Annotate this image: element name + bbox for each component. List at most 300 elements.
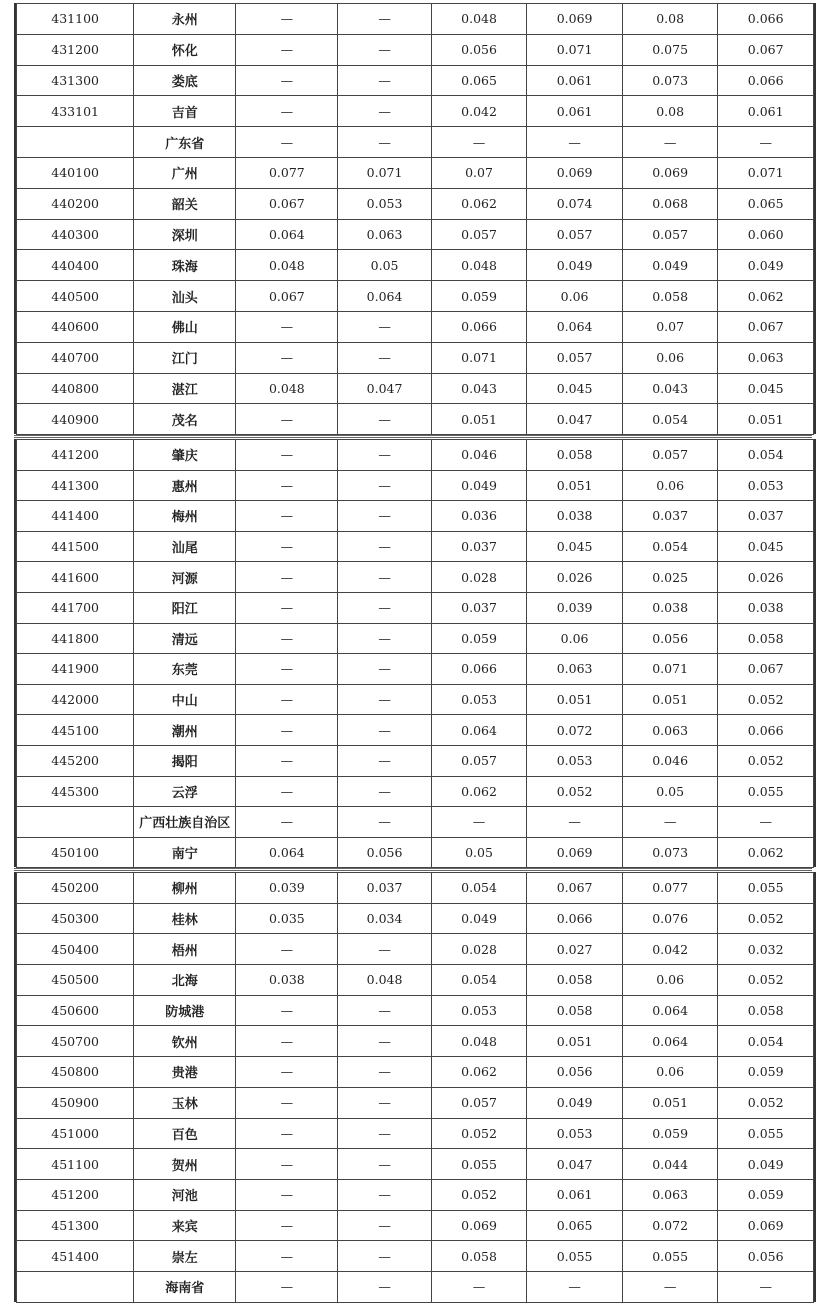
value-cell-6: 0.071 — [718, 157, 814, 188]
value-cell-3: 0.052 — [431, 1179, 527, 1210]
region-code-cell: 431100 — [17, 4, 134, 35]
region-name-cell: 汕头 — [134, 281, 236, 312]
table-row — [17, 470, 814, 501]
region-code-cell: 440200 — [17, 188, 134, 219]
value-cell-3: 0.059 — [431, 281, 527, 312]
table-row — [17, 776, 814, 807]
table-row — [17, 157, 814, 188]
value-cell-5: 0.06 — [622, 342, 718, 373]
value-cell-3: 0.037 — [431, 531, 527, 562]
value-cell-1: — — [236, 592, 338, 623]
value-cell-3: 0.046 — [431, 440, 527, 471]
region-code-cell: 433101 — [17, 96, 134, 127]
region-name-cell: 贵港 — [134, 1057, 236, 1088]
value-cell-2: 0.064 — [338, 281, 431, 312]
value-cell-3: 0.05 — [431, 837, 527, 868]
value-cell-3: 0.064 — [431, 715, 527, 746]
value-cell-4: 0.061 — [527, 1179, 623, 1210]
value-cell-2: — — [338, 65, 431, 96]
value-cell-3: 0.053 — [431, 995, 527, 1026]
value-cell-3: 0.065 — [431, 65, 527, 96]
value-cell-6: 0.051 — [718, 404, 814, 435]
value-cell-2: — — [338, 776, 431, 807]
value-cell-3: 0.062 — [431, 776, 527, 807]
value-cell-6: 0.049 — [718, 1149, 814, 1180]
table-row — [17, 250, 814, 281]
value-cell-3: 0.07 — [431, 157, 527, 188]
value-cell-3: 0.036 — [431, 501, 527, 532]
value-cell-3: 0.066 — [431, 654, 527, 685]
value-cell-4: 0.069 — [527, 4, 623, 35]
value-cell-5: 0.051 — [622, 1087, 718, 1118]
value-cell-5: 0.064 — [622, 995, 718, 1026]
value-cell-2: — — [338, 1271, 431, 1302]
value-cell-1: — — [236, 96, 338, 127]
table-row — [17, 745, 814, 776]
data-table — [16, 439, 814, 868]
table-row — [17, 837, 814, 868]
region-code-cell: 450300 — [17, 903, 134, 934]
region-code-cell: 450100 — [17, 837, 134, 868]
region-name-cell: 来宾 — [134, 1210, 236, 1241]
value-cell-6: 0.037 — [718, 501, 814, 532]
value-cell-5: 0.063 — [622, 715, 718, 746]
region-code-cell: 431200 — [17, 34, 134, 65]
value-cell-3: 0.054 — [431, 873, 527, 904]
region-name-cell: 贺州 — [134, 1149, 236, 1180]
table-row — [17, 1271, 814, 1302]
value-cell-6: 0.067 — [718, 34, 814, 65]
table-row — [17, 903, 814, 934]
value-cell-2: — — [338, 404, 431, 435]
region-name-cell: 河池 — [134, 1179, 236, 1210]
table-row — [17, 1057, 814, 1088]
value-cell-4: 0.06 — [527, 281, 623, 312]
value-cell-6: 0.061 — [718, 96, 814, 127]
value-cell-1: — — [236, 342, 338, 373]
value-cell-1: — — [236, 127, 338, 158]
table-row — [17, 562, 814, 593]
value-cell-4: — — [527, 127, 623, 158]
value-cell-2: — — [338, 342, 431, 373]
region-code-cell: 441700 — [17, 592, 134, 623]
value-cell-4: 0.052 — [527, 776, 623, 807]
region-name-cell: 崇左 — [134, 1241, 236, 1272]
value-cell-1: — — [236, 1179, 338, 1210]
value-cell-2: — — [338, 745, 431, 776]
region-name-cell: 湛江 — [134, 373, 236, 404]
value-cell-3: 0.053 — [431, 684, 527, 715]
value-cell-1: — — [236, 531, 338, 562]
value-cell-6: 0.045 — [718, 531, 814, 562]
table-row — [17, 531, 814, 562]
value-cell-4: 0.045 — [527, 531, 623, 562]
value-cell-1: 0.038 — [236, 965, 338, 996]
value-cell-1: — — [236, 1241, 338, 1272]
value-cell-6: 0.066 — [718, 715, 814, 746]
value-cell-3: 0.037 — [431, 592, 527, 623]
table-row — [17, 501, 814, 532]
region-name-cell: 钦州 — [134, 1026, 236, 1057]
region-name-cell: 永州 — [134, 4, 236, 35]
value-cell-2: — — [338, 807, 431, 838]
region-name-cell: 防城港 — [134, 995, 236, 1026]
region-code-cell: 440300 — [17, 219, 134, 250]
table-row — [17, 654, 814, 685]
region-name-cell: 桂林 — [134, 903, 236, 934]
value-cell-4: 0.063 — [527, 654, 623, 685]
table-row — [17, 373, 814, 404]
table-row — [17, 127, 814, 158]
value-cell-5: 0.076 — [622, 903, 718, 934]
value-cell-5: 0.08 — [622, 4, 718, 35]
value-cell-1: — — [236, 995, 338, 1026]
value-cell-6: 0.059 — [718, 1057, 814, 1088]
value-cell-5: — — [622, 807, 718, 838]
value-cell-1: — — [236, 1271, 338, 1302]
value-cell-4: 0.027 — [527, 934, 623, 965]
table-row — [17, 404, 814, 435]
value-cell-3: 0.048 — [431, 4, 527, 35]
value-cell-5: 0.072 — [622, 1210, 718, 1241]
value-cell-3: 0.042 — [431, 96, 527, 127]
table-row — [17, 684, 814, 715]
region-name-cell: 佛山 — [134, 311, 236, 342]
value-cell-4: 0.057 — [527, 219, 623, 250]
value-cell-6: 0.054 — [718, 1026, 814, 1057]
value-cell-1: — — [236, 776, 338, 807]
section-divider — [14, 868, 812, 871]
value-cell-6: — — [718, 1271, 814, 1302]
value-cell-4: 0.051 — [527, 470, 623, 501]
value-cell-4: 0.049 — [527, 250, 623, 281]
region-code-cell: 440100 — [17, 157, 134, 188]
region-name-cell: 惠州 — [134, 470, 236, 501]
value-cell-1: 0.035 — [236, 903, 338, 934]
value-cell-2: — — [338, 34, 431, 65]
value-cell-2: 0.034 — [338, 903, 431, 934]
value-cell-1: — — [236, 311, 338, 342]
region-code-cell: 440800 — [17, 373, 134, 404]
region-name-cell: 阳江 — [134, 592, 236, 623]
value-cell-5: 0.043 — [622, 373, 718, 404]
value-cell-2: 0.05 — [338, 250, 431, 281]
region-code-cell: 440500 — [17, 281, 134, 312]
value-cell-6: 0.065 — [718, 188, 814, 219]
value-cell-5: 0.077 — [622, 873, 718, 904]
value-cell-4: 0.051 — [527, 1026, 623, 1057]
value-cell-3: — — [431, 1271, 527, 1302]
region-code-cell: 445100 — [17, 715, 134, 746]
value-cell-1: 0.067 — [236, 281, 338, 312]
value-cell-2: — — [338, 1087, 431, 1118]
value-cell-4: 0.045 — [527, 373, 623, 404]
region-name-cell: 南宁 — [134, 837, 236, 868]
value-cell-1: 0.067 — [236, 188, 338, 219]
value-cell-2: — — [338, 127, 431, 158]
value-cell-4: 0.049 — [527, 1087, 623, 1118]
value-cell-5: 0.071 — [622, 654, 718, 685]
table-row — [17, 440, 814, 471]
value-cell-6: 0.062 — [718, 281, 814, 312]
value-cell-5: 0.044 — [622, 1149, 718, 1180]
value-cell-1: — — [236, 4, 338, 35]
region-name-cell: 梧州 — [134, 934, 236, 965]
value-cell-1: — — [236, 470, 338, 501]
value-cell-4: 0.074 — [527, 188, 623, 219]
region-name-cell: 清远 — [134, 623, 236, 654]
value-cell-6: — — [718, 127, 814, 158]
data-table — [16, 872, 814, 1303]
region-name-cell: 百色 — [134, 1118, 236, 1149]
value-cell-6: 0.055 — [718, 776, 814, 807]
value-cell-5: — — [622, 1271, 718, 1302]
value-cell-5: 0.025 — [622, 562, 718, 593]
value-cell-1: 0.039 — [236, 873, 338, 904]
value-cell-6: 0.053 — [718, 470, 814, 501]
value-cell-3: 0.054 — [431, 965, 527, 996]
region-name-cell: 河源 — [134, 562, 236, 593]
value-cell-5: 0.073 — [622, 65, 718, 96]
value-cell-5: 0.059 — [622, 1118, 718, 1149]
value-cell-5: 0.064 — [622, 1026, 718, 1057]
value-cell-2: 0.063 — [338, 219, 431, 250]
table-row — [17, 1026, 814, 1057]
value-cell-1: — — [236, 623, 338, 654]
region-code-cell: 450900 — [17, 1087, 134, 1118]
value-cell-1: — — [236, 1057, 338, 1088]
region-code-cell: 441600 — [17, 562, 134, 593]
value-cell-6: 0.049 — [718, 250, 814, 281]
value-cell-6: 0.052 — [718, 965, 814, 996]
value-cell-2: — — [338, 1179, 431, 1210]
value-cell-2: — — [338, 995, 431, 1026]
table-row — [17, 219, 814, 250]
value-cell-4: 0.053 — [527, 1118, 623, 1149]
value-cell-5: 0.051 — [622, 684, 718, 715]
value-cell-2: 0.056 — [338, 837, 431, 868]
region-code-cell: 451200 — [17, 1179, 134, 1210]
region-code-cell: 442000 — [17, 684, 134, 715]
value-cell-1: 0.064 — [236, 219, 338, 250]
table-row — [17, 807, 814, 838]
value-cell-2: — — [338, 684, 431, 715]
value-cell-5: 0.046 — [622, 745, 718, 776]
value-cell-3: 0.049 — [431, 903, 527, 934]
table-row — [17, 1087, 814, 1118]
region-code-cell: 441500 — [17, 531, 134, 562]
value-cell-6: 0.032 — [718, 934, 814, 965]
region-name-cell: 玉林 — [134, 1087, 236, 1118]
region-name-cell: 茂名 — [134, 404, 236, 435]
value-cell-6: — — [718, 807, 814, 838]
value-cell-4: 0.047 — [527, 404, 623, 435]
region-name-cell: 江门 — [134, 342, 236, 373]
value-cell-3: 0.056 — [431, 34, 527, 65]
region-code-cell: 440700 — [17, 342, 134, 373]
region-name-cell: 韶关 — [134, 188, 236, 219]
value-cell-1: — — [236, 807, 338, 838]
table-section-2 — [14, 439, 816, 867]
table-row — [17, 188, 814, 219]
table-row — [17, 623, 814, 654]
table-row — [17, 592, 814, 623]
value-cell-2: 0.071 — [338, 157, 431, 188]
value-cell-2: — — [338, 715, 431, 746]
value-cell-1: — — [236, 1149, 338, 1180]
value-cell-6: 0.060 — [718, 219, 814, 250]
value-cell-3: 0.069 — [431, 1210, 527, 1241]
table-row — [17, 965, 814, 996]
value-cell-3: 0.048 — [431, 250, 527, 281]
value-cell-3: 0.062 — [431, 1057, 527, 1088]
section-divider — [14, 435, 812, 438]
value-cell-3: 0.062 — [431, 188, 527, 219]
region-name-cell: 汕尾 — [134, 531, 236, 562]
value-cell-6: 0.055 — [718, 1118, 814, 1149]
value-cell-4: 0.051 — [527, 684, 623, 715]
value-cell-5: 0.069 — [622, 157, 718, 188]
value-cell-5: 0.037 — [622, 501, 718, 532]
value-cell-3: 0.049 — [431, 470, 527, 501]
value-cell-4: 0.061 — [527, 65, 623, 96]
value-cell-1: — — [236, 1026, 338, 1057]
value-cell-5: 0.06 — [622, 965, 718, 996]
value-cell-3: 0.052 — [431, 1118, 527, 1149]
region-name-cell: 云浮 — [134, 776, 236, 807]
table-row — [17, 342, 814, 373]
value-cell-2: — — [338, 470, 431, 501]
value-cell-6: 0.059 — [718, 1179, 814, 1210]
value-cell-2: — — [338, 654, 431, 685]
value-cell-2: 0.047 — [338, 373, 431, 404]
value-cell-2: — — [338, 531, 431, 562]
table-row — [17, 311, 814, 342]
region-code-cell: 440400 — [17, 250, 134, 281]
value-cell-4: 0.047 — [527, 1149, 623, 1180]
value-cell-4: 0.06 — [527, 623, 623, 654]
region-name-cell: 广西壮族自治区 — [134, 807, 236, 838]
region-code-cell: 450600 — [17, 995, 134, 1026]
value-cell-4: 0.066 — [527, 903, 623, 934]
value-cell-2: — — [338, 592, 431, 623]
value-cell-6: 0.052 — [718, 903, 814, 934]
value-cell-5: 0.054 — [622, 404, 718, 435]
region-name-cell: 吉首 — [134, 96, 236, 127]
value-cell-3: — — [431, 807, 527, 838]
table-row — [17, 4, 814, 35]
value-cell-1: — — [236, 501, 338, 532]
table-row — [17, 995, 814, 1026]
value-cell-5: 0.08 — [622, 96, 718, 127]
region-code-cell: 450700 — [17, 1026, 134, 1057]
value-cell-5: 0.06 — [622, 470, 718, 501]
value-cell-4: 0.026 — [527, 562, 623, 593]
value-cell-1: — — [236, 1210, 338, 1241]
value-cell-3: 0.057 — [431, 745, 527, 776]
table-row — [17, 65, 814, 96]
value-cell-6: 0.058 — [718, 623, 814, 654]
region-code-cell: 451400 — [17, 1241, 134, 1272]
value-cell-3: 0.059 — [431, 623, 527, 654]
value-cell-4: 0.057 — [527, 342, 623, 373]
region-name-cell: 揭阳 — [134, 745, 236, 776]
table-row — [17, 934, 814, 965]
value-cell-2: — — [338, 4, 431, 35]
region-code-cell: 450800 — [17, 1057, 134, 1088]
region-code-cell: 441400 — [17, 501, 134, 532]
value-cell-2: — — [338, 1149, 431, 1180]
region-code-cell: 450400 — [17, 934, 134, 965]
value-cell-4: — — [527, 1271, 623, 1302]
value-cell-3: 0.048 — [431, 1026, 527, 1057]
value-cell-6: 0.054 — [718, 440, 814, 471]
value-cell-4: 0.055 — [527, 1241, 623, 1272]
region-name-cell: 北海 — [134, 965, 236, 996]
value-cell-5: — — [622, 127, 718, 158]
table-row — [17, 1118, 814, 1149]
region-code-cell: 441800 — [17, 623, 134, 654]
region-name-cell: 潮州 — [134, 715, 236, 746]
value-cell-2: — — [338, 1057, 431, 1088]
value-cell-5: 0.057 — [622, 440, 718, 471]
value-cell-5: 0.073 — [622, 837, 718, 868]
table-section-3 — [14, 872, 816, 1302]
region-name-cell: 柳州 — [134, 873, 236, 904]
value-cell-2: — — [338, 96, 431, 127]
value-cell-2: — — [338, 623, 431, 654]
value-cell-6: 0.066 — [718, 65, 814, 96]
value-cell-4: — — [527, 807, 623, 838]
value-cell-2: — — [338, 311, 431, 342]
value-cell-4: 0.065 — [527, 1210, 623, 1241]
value-cell-1: 0.077 — [236, 157, 338, 188]
value-cell-4: 0.069 — [527, 837, 623, 868]
region-code-cell: 445200 — [17, 745, 134, 776]
value-cell-2: — — [338, 440, 431, 471]
region-name-cell: 珠海 — [134, 250, 236, 281]
value-cell-1: — — [236, 745, 338, 776]
value-cell-1: — — [236, 65, 338, 96]
value-cell-1: — — [236, 440, 338, 471]
value-cell-4: 0.069 — [527, 157, 623, 188]
value-cell-1: — — [236, 1118, 338, 1149]
region-code-cell: 441200 — [17, 440, 134, 471]
value-cell-5: 0.06 — [622, 1057, 718, 1088]
value-cell-4: 0.058 — [527, 965, 623, 996]
region-code-cell: 445300 — [17, 776, 134, 807]
region-name-cell: 肇庆 — [134, 440, 236, 471]
value-cell-6: 0.067 — [718, 311, 814, 342]
value-cell-6: 0.058 — [718, 995, 814, 1026]
value-cell-5: 0.054 — [622, 531, 718, 562]
value-cell-2: — — [338, 562, 431, 593]
region-name-cell: 广州 — [134, 157, 236, 188]
value-cell-1: — — [236, 934, 338, 965]
value-cell-2: — — [338, 1118, 431, 1149]
value-cell-6: 0.052 — [718, 684, 814, 715]
value-cell-4: 0.071 — [527, 34, 623, 65]
value-cell-4: 0.056 — [527, 1057, 623, 1088]
value-cell-1: — — [236, 562, 338, 593]
region-code-cell: 451000 — [17, 1118, 134, 1149]
region-name-cell: 海南省 — [134, 1271, 236, 1302]
value-cell-4: 0.072 — [527, 715, 623, 746]
value-cell-6: 0.062 — [718, 837, 814, 868]
value-cell-3: 0.071 — [431, 342, 527, 373]
value-cell-1: 0.048 — [236, 373, 338, 404]
value-cell-4: 0.053 — [527, 745, 623, 776]
